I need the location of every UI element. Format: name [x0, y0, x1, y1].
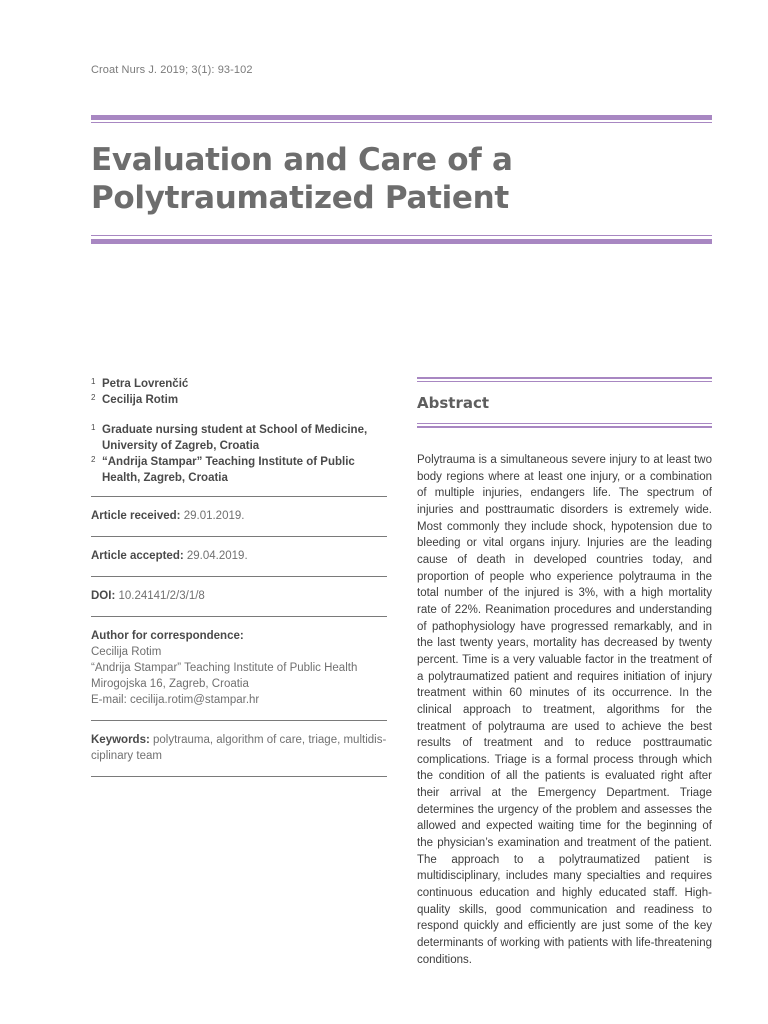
author-sup: 2 [91, 393, 96, 402]
title-line-1: Evaluation and Care of a [91, 142, 513, 178]
correspondence-name: Cecilija Rotim [91, 646, 162, 658]
affiliation-sup: 2 [91, 455, 96, 464]
author-item [91, 392, 387, 408]
accepted-block [91, 536, 387, 576]
author-name: Petra Lovrenčić [102, 378, 189, 390]
abstract-rule-bottom [417, 423, 712, 428]
affiliation-item [91, 422, 387, 454]
author-item [91, 376, 387, 392]
correspondence-institution: “Andrija Stampar” Teaching Institute of Public Health [91, 662, 358, 674]
accepted-label: Article accepted: [91, 550, 184, 562]
affiliation-sup: 1 [91, 423, 96, 432]
abstract-column [417, 377, 712, 968]
keywords-block [91, 720, 387, 777]
abstract-text: Polytrauma is a simultaneous severe injury to at least two body regions where at least one injury, or a combination of multiple injuries, endangers life. The spectrum of injuries and posttraumatic disorders is extremely wide. Most commonly they include shock, hypotension due to bleeding or vital organs injury. Injuries are the leading cause of death in developed countries today, and proportion of people who experience polytrauma in the total number of the injured is 3%, with a high mortality rate of 22%. Reanimation procedures and understanding of pathophysiology have progressed remarkably, and in the last twenty years, mortality has decreased by twenty percent. Time is a very valuable factor in the treatment of a polytraumatized patient and requires initiation of injury treatment within 60 minutes of its occurrence. In the clinical approach to treatment, algorithms for the treatment of polytrauma are used to achieve the best results of treatment and to reduce posttraumatic complications. Triage is a formal process through which the condition of all the patients is evaluated right after their arrival at the Emergency Department. Triage determines the urgency of the problem and assesses the allowed and expected waiting time for the beginning of the physician’s examination and treatment of the patient. The approach to a polytraumatized patient is multidisciplinary, includes many specialties and requires continuous education and highly educated staff. High-quality skills, good communication and readiness to respond quickly and efficiently are just some of the key determinants of working with patients with life-threatening conditions. [417, 454, 712, 966]
keywords-line-1: polytrauma, algorithm of care, triage, multidis- [153, 734, 387, 746]
received-label: Article received: [91, 510, 181, 522]
keywords-label: Keywords: [91, 734, 150, 746]
title-rule-top [91, 115, 712, 123]
title-rule-bottom [91, 235, 712, 244]
correspondence-email[interactable]: E-mail: cecilija.rotim@stampar.hr [91, 694, 260, 706]
affiliation-list [91, 422, 387, 486]
received-date: 29.01.2019. [183, 510, 245, 522]
doi-value[interactable]: 10.24141/2/3/1/8 [118, 590, 205, 602]
journal-citation: Croat Nurs J. 2019; 3(1): 93-102 [91, 64, 253, 76]
author-sup: 1 [91, 377, 96, 386]
doi-label: DOI: [91, 590, 116, 602]
affiliation-line: University of Zagreb, Croatia [102, 440, 260, 452]
affiliation-line: Graduate nursing student at School of Medicine, [102, 424, 368, 436]
article-info-column [91, 376, 387, 777]
correspondence-label: Author for correspondence: [91, 630, 244, 642]
author-name: Cecilija Rotim [102, 394, 179, 406]
affiliation-item [91, 454, 387, 486]
article-title [91, 141, 712, 217]
keywords-line-2: ciplinary team [91, 750, 162, 762]
abstract-rule-top [417, 377, 712, 382]
received-block [91, 496, 387, 536]
correspondence-address: Mirogojska 16, Zagreb, Croatia [91, 678, 249, 690]
author-list [91, 376, 387, 408]
affiliation-line: “Andrija Stampar” Teaching Institute of Public [102, 456, 355, 468]
affiliation-line: Health, Zagreb, Croatia [102, 472, 228, 484]
accepted-date: 29.04.2019. [186, 550, 248, 562]
abstract-heading: Abstract [417, 394, 490, 412]
title-line-2: Polytraumatized Patient [91, 180, 509, 216]
correspondence-block [91, 616, 387, 720]
doi-block [91, 576, 387, 616]
